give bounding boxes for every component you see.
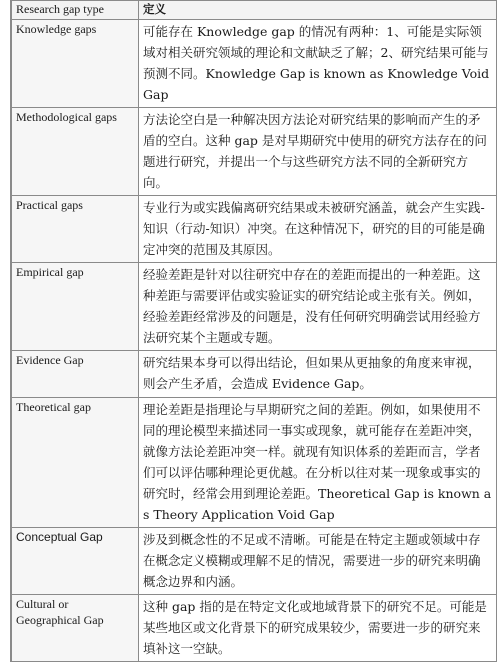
table-row — [12, 351, 497, 398]
gap-type-cell: Empirical gap — [12, 263, 139, 351]
gap-definition-cell — [139, 196, 497, 263]
table-row — [12, 595, 497, 662]
table-row — [12, 196, 497, 263]
header-research-gap-type: Research gap type — [12, 1, 139, 20]
header-definition: 定义 — [139, 1, 497, 20]
table-row — [12, 528, 497, 595]
gap-definition-cell — [139, 20, 497, 108]
table-row — [12, 108, 497, 196]
gap-type-cell: Cultural or Geographical Gap — [12, 595, 139, 662]
gap-definition-text: 涉及到概念性的不足或不清晰。可能是在特定主题或领域中存在概念定义模糊或理解不足的情况，需要进一步的研究来明确概念边界和内涵。 — [143, 532, 481, 589]
table-header-row — [12, 1, 497, 20]
gap-definition-text: 理论差距是指理论与早期研究之间的差距。例如，如果使用不同的理论模型来描述同一事实或现象，就可能存在差距冲突，就像方法论差距冲突一样。就现有知识体系的差距而言，学者们可以评估哪种理论更优越。在分析以往对某一现象或事实的研究时，经常会用到理论差距。Theoretical Gap is known as Theory Application Void Gap — [143, 402, 492, 522]
gap-type-cell: Methodological gaps — [12, 108, 139, 196]
gap-definition-text: 方法论空白是一种解决因方法论对研究结果的影响而产生的矛盾的空白。这种 gap 是对早期研究中使用的研究方法存在的问题进行研究，并提出一个与这些研究方法不同的全新研究方向。 — [143, 112, 487, 190]
gap-definition-cell — [139, 351, 497, 398]
gap-definition-text: 可能存在 Knowledge gap 的情况有两种：1、可能是实际领域对相关研究领域的理论和文献缺乏了解；2、研究结果可能与预测不同。Knowledge Gap is known as Knowledge Void Gap — [143, 24, 490, 102]
gap-definition-text: 专业行为或实践偏离研究结果或未被研究涵盖，就会产生实践-知识（行动-知识）冲突。在这种情况下，研究的目的可能是确定冲突的范围及其原因。 — [143, 200, 485, 257]
gap-definition-cell — [139, 108, 497, 196]
gap-definition-text: 这种 gap 指的是在特定文化或地域背景下的研究不足。可能是某些地区或文化背景下的研究成果较少，需要进一步的研究来填补这一空缺。 — [143, 599, 487, 656]
gap-definition-cell — [139, 263, 497, 351]
gap-definition-text: 经验差距是针对以往研究中存在的差距而提出的一种差距。这种差距与需要评估或实验证实的研究结论或主张有关。例如，经验差距经常涉及的问题是，没有任何研究明确尝试用经验方法研究某个主题或专题。 — [143, 267, 481, 345]
research-gap-table-container — [10, 0, 497, 662]
gap-definition-cell — [139, 528, 497, 595]
gap-type-cell: Evidence Gap — [12, 351, 139, 398]
gap-type-cell: Practical gaps — [12, 196, 139, 263]
gap-definition-cell — [139, 595, 497, 662]
research-gap-table — [11, 0, 497, 662]
table-row — [12, 398, 497, 528]
table-row — [12, 263, 497, 351]
gap-definition-text: 研究结果本身可以得出结论，但如果从更抽象的角度来审视，则会产生矛盾，会造成 Evidence Gap。 — [143, 355, 481, 391]
gap-definition-cell — [139, 398, 497, 528]
table-row — [12, 20, 497, 108]
gap-type-cell: Knowledge gaps — [12, 20, 139, 108]
gap-type-cell: Conceptual Gap — [12, 528, 139, 595]
gap-type-cell: Theoretical gap — [12, 398, 139, 528]
